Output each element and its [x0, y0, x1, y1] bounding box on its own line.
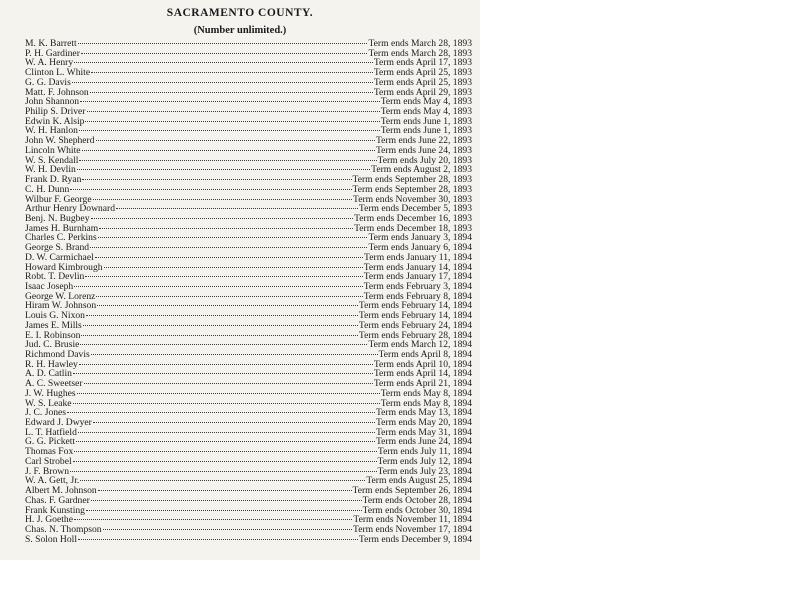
entry-name: C. H. Dunn — [25, 183, 70, 195]
dot-leader — [87, 111, 380, 112]
dot-leader — [96, 296, 362, 297]
entry-name: H. J. Goethe — [25, 514, 73, 526]
entry-term: Term ends February 14, 1894 — [358, 300, 472, 312]
dot-leader — [78, 43, 368, 44]
entry-name: Benj. N. Bugbey — [25, 212, 90, 224]
entry-term: Term ends December 16, 1893 — [354, 212, 472, 224]
dot-leader — [95, 257, 363, 258]
dot-leader — [85, 276, 362, 277]
entry-name: J. F. Brown — [25, 465, 70, 477]
entry-name: G. G. Pickett — [25, 436, 76, 448]
entry-name: James E. Mills — [25, 319, 82, 331]
entry-term: Term ends May 8, 1894 — [380, 387, 472, 399]
entry-name: Robt. T. Devlin — [25, 271, 85, 283]
list-item — [25, 535, 472, 545]
entry-name: Clinton L. White — [25, 67, 91, 79]
entry-term: Term ends January 6, 1894 — [368, 242, 472, 254]
entry-term: Term ends February 3, 1894 — [363, 280, 472, 292]
dot-leader — [78, 539, 358, 540]
dot-leader — [82, 179, 351, 180]
entry-name: Jud. C. Brusie — [25, 339, 80, 351]
dot-leader — [91, 72, 373, 73]
entry-name: W. A. Gett, Jr. — [25, 475, 80, 487]
entry-term: Term ends June 1, 1893 — [380, 125, 472, 137]
entry-term: Term ends March 28, 1893 — [368, 47, 472, 59]
entry-name: Charles C. Perkins — [25, 232, 97, 244]
entry-name: W. H. Devlin — [25, 164, 76, 176]
dot-leader — [84, 383, 373, 384]
entry-name: John W. Shepherd — [25, 135, 95, 147]
entry-term: Term ends December 9, 1894 — [358, 533, 472, 545]
entry-name: A. C. Sweetser — [25, 378, 83, 390]
entry-term: Term ends November 30, 1893 — [353, 193, 472, 205]
dot-leader — [90, 92, 373, 93]
dot-leader — [74, 451, 377, 452]
dot-leader — [85, 121, 379, 122]
entry-name: Albert M. Johnson — [25, 485, 97, 497]
dot-leader — [77, 393, 380, 394]
dot-leader — [79, 364, 373, 365]
dot-leader — [76, 441, 375, 442]
entry-term: Term ends February 28, 1894 — [358, 329, 472, 341]
dot-leader — [116, 208, 358, 209]
entry-name: Arthur Henry Downard — [25, 203, 116, 215]
dot-leader — [91, 500, 362, 501]
dot-leader — [86, 510, 362, 511]
dot-leader — [77, 169, 370, 170]
entry-term: Term ends December 5, 1893 — [358, 203, 472, 215]
entry-term: Term ends July 23, 1894 — [377, 465, 472, 477]
entry-term: Term ends May 13, 1894 — [375, 407, 472, 419]
entry-term: Term ends April 8, 1894 — [378, 349, 472, 360]
dot-leader — [67, 412, 375, 413]
dot-leader — [83, 325, 358, 326]
entry-term: Term ends August 25, 1894 — [366, 475, 472, 487]
entry-term: Term ends January 11, 1894 — [364, 251, 472, 263]
dot-leader — [93, 422, 375, 423]
entry-name: D. W. Carmichael — [25, 251, 94, 263]
entry-name: J. C. Jones — [25, 407, 67, 419]
entry-name: Lincoln White — [25, 144, 81, 156]
dot-leader — [79, 130, 380, 131]
dot-leader — [73, 461, 377, 462]
entry-term: Term ends July 20, 1893 — [377, 154, 472, 166]
entry-name: George W. Lorenz — [25, 290, 96, 302]
entry-name: Edward J. Dwyer — [25, 417, 92, 429]
entry-term: Term ends April 21, 1894 — [373, 378, 472, 390]
page-title: SACRAMENTO COUNTY. — [166, 7, 314, 19]
entry-name: Matt. F. Johnson — [25, 86, 89, 98]
entry-name: M. K. Barrett — [25, 38, 77, 49]
entry-term: Term ends March 12, 1894 — [368, 339, 472, 351]
dot-leader — [74, 286, 362, 287]
entry-term: Term ends November 11, 1894 — [353, 514, 472, 526]
page-subtitle: (Number unlimited.) — [193, 25, 287, 36]
dot-leader — [98, 490, 352, 491]
dot-leader — [91, 218, 354, 219]
entry-term: Term ends April 29, 1893 — [373, 86, 472, 98]
entry-term: Term ends February 14, 1894 — [358, 310, 472, 322]
entry-term: Term ends May 20, 1894 — [375, 417, 472, 429]
dot-leader — [73, 373, 373, 374]
entry-term: Term ends May 31, 1894 — [375, 426, 472, 438]
entry-name: George S. Brand — [25, 242, 90, 254]
entry-name: W. S. Kendall — [25, 154, 79, 166]
dot-leader — [70, 189, 351, 190]
entry-name: Hiram W. Johnson — [25, 300, 97, 312]
entry-term: Term ends October 28, 1894 — [362, 494, 472, 506]
entry-term: Term ends June 1, 1893 — [380, 115, 472, 127]
entry-name: J. W. Hughes — [25, 387, 76, 399]
entry-name: E. I. Robinson — [25, 329, 81, 341]
entry-name: Isaac Joseph — [25, 280, 74, 292]
dot-leader — [97, 305, 358, 306]
dot-leader — [86, 315, 358, 316]
entry-name: Howard Kimbrough — [25, 261, 103, 273]
entry-name: P. H. Gardiner — [25, 47, 80, 59]
entry-term: Term ends April 10, 1894 — [373, 358, 472, 370]
dot-leader — [80, 344, 367, 345]
entry-name: Carl Strobel — [25, 455, 72, 467]
entry-term: Term ends March 28, 1893 — [368, 38, 472, 49]
entry-name: R. H. Hawley — [25, 358, 78, 370]
entry-name: G. G. Davis — [25, 76, 71, 88]
entry-name: Louis G. Nixon — [25, 310, 85, 322]
entry-term: Term ends June 24, 1894 — [375, 436, 472, 448]
entry-name: Richmond Davis — [25, 349, 90, 360]
entry-term: Term ends May 8, 1894 — [380, 397, 472, 409]
dot-leader — [72, 82, 373, 83]
entry-name: Frank D. Ryan — [25, 174, 82, 186]
entry-name: Philip S. Driver — [25, 106, 86, 118]
dot-leader — [81, 335, 357, 336]
entry-term: Term ends February 24, 1894 — [358, 319, 472, 331]
entry-term: Term ends April 14, 1894 — [373, 368, 472, 380]
entry-name: Thomas Fox — [25, 446, 74, 458]
entry-term: Term ends September 28, 1893 — [352, 174, 472, 186]
dot-leader — [82, 150, 375, 151]
entry-list — [25, 39, 472, 544]
dot-leader — [74, 62, 373, 63]
entry-term: Term ends September 26, 1894 — [352, 485, 472, 497]
entry-term: Term ends January 17, 1894 — [363, 271, 472, 283]
dot-leader — [74, 519, 352, 520]
entry-term: Term ends November 17, 1894 — [353, 523, 472, 535]
entry-term: Term ends May 4, 1893 — [380, 96, 472, 108]
entry-term: Term ends October 30, 1894 — [362, 504, 472, 516]
entry-term: Term ends August 2, 1893 — [371, 164, 472, 176]
entry-term: Term ends December 18, 1893 — [354, 222, 472, 234]
entry-name: Frank Kunsting — [25, 504, 85, 516]
dot-leader — [80, 101, 380, 102]
dot-leader — [90, 247, 367, 248]
entry-term: Term ends July 11, 1894 — [377, 446, 472, 458]
entry-term: Term ends February 8, 1894 — [363, 290, 472, 302]
entry-name: James H. Burnham — [25, 222, 99, 234]
entry-term: Term ends April 25, 1893 — [373, 76, 472, 88]
entry-name: W. H. Hanlon — [25, 125, 78, 137]
entry-term: Term ends July 12, 1894 — [377, 455, 472, 467]
dot-leader — [104, 267, 363, 268]
dot-leader — [99, 228, 353, 229]
entry-name: W. A. Henry — [25, 57, 74, 69]
entry-term: Term ends June 24, 1893 — [375, 144, 472, 156]
entry-name: W. S. Leake — [25, 397, 72, 409]
entry-name: Chas. N. Thompson — [25, 523, 102, 535]
dot-leader — [103, 529, 352, 530]
entry-term: Term ends January 3, 1894 — [368, 232, 472, 244]
entry-name: S. Solon Holl — [25, 533, 77, 545]
dot-leader — [78, 432, 375, 433]
entry-term: Term ends May 4, 1893 — [380, 106, 472, 118]
entry-term: Term ends April 17, 1893 — [373, 57, 472, 69]
entry-term: Term ends April 25, 1893 — [373, 67, 472, 79]
entry-name: A. D. Catlin — [25, 368, 72, 380]
dot-leader — [98, 237, 368, 238]
entry-name: Edwin K. Alsip — [25, 115, 85, 127]
dot-leader — [96, 140, 375, 141]
entry-name: Wilbur F. George — [25, 193, 92, 205]
entry-term: Term ends September 28, 1893 — [352, 183, 472, 195]
dot-leader — [73, 403, 380, 404]
entry-name: John Shannon — [25, 96, 80, 108]
entry-name: Chas. F. Gardner — [25, 494, 90, 506]
dot-leader — [70, 471, 377, 472]
entry-name: L. T. Hatfield — [25, 426, 77, 438]
dot-leader — [93, 199, 352, 200]
dot-leader — [91, 354, 378, 355]
dot-leader — [79, 160, 376, 161]
entry-term: Term ends June 22, 1893 — [375, 135, 472, 147]
dot-leader — [81, 53, 368, 54]
dot-leader — [80, 480, 365, 481]
entry-term: Term ends January 14, 1894 — [363, 261, 472, 273]
